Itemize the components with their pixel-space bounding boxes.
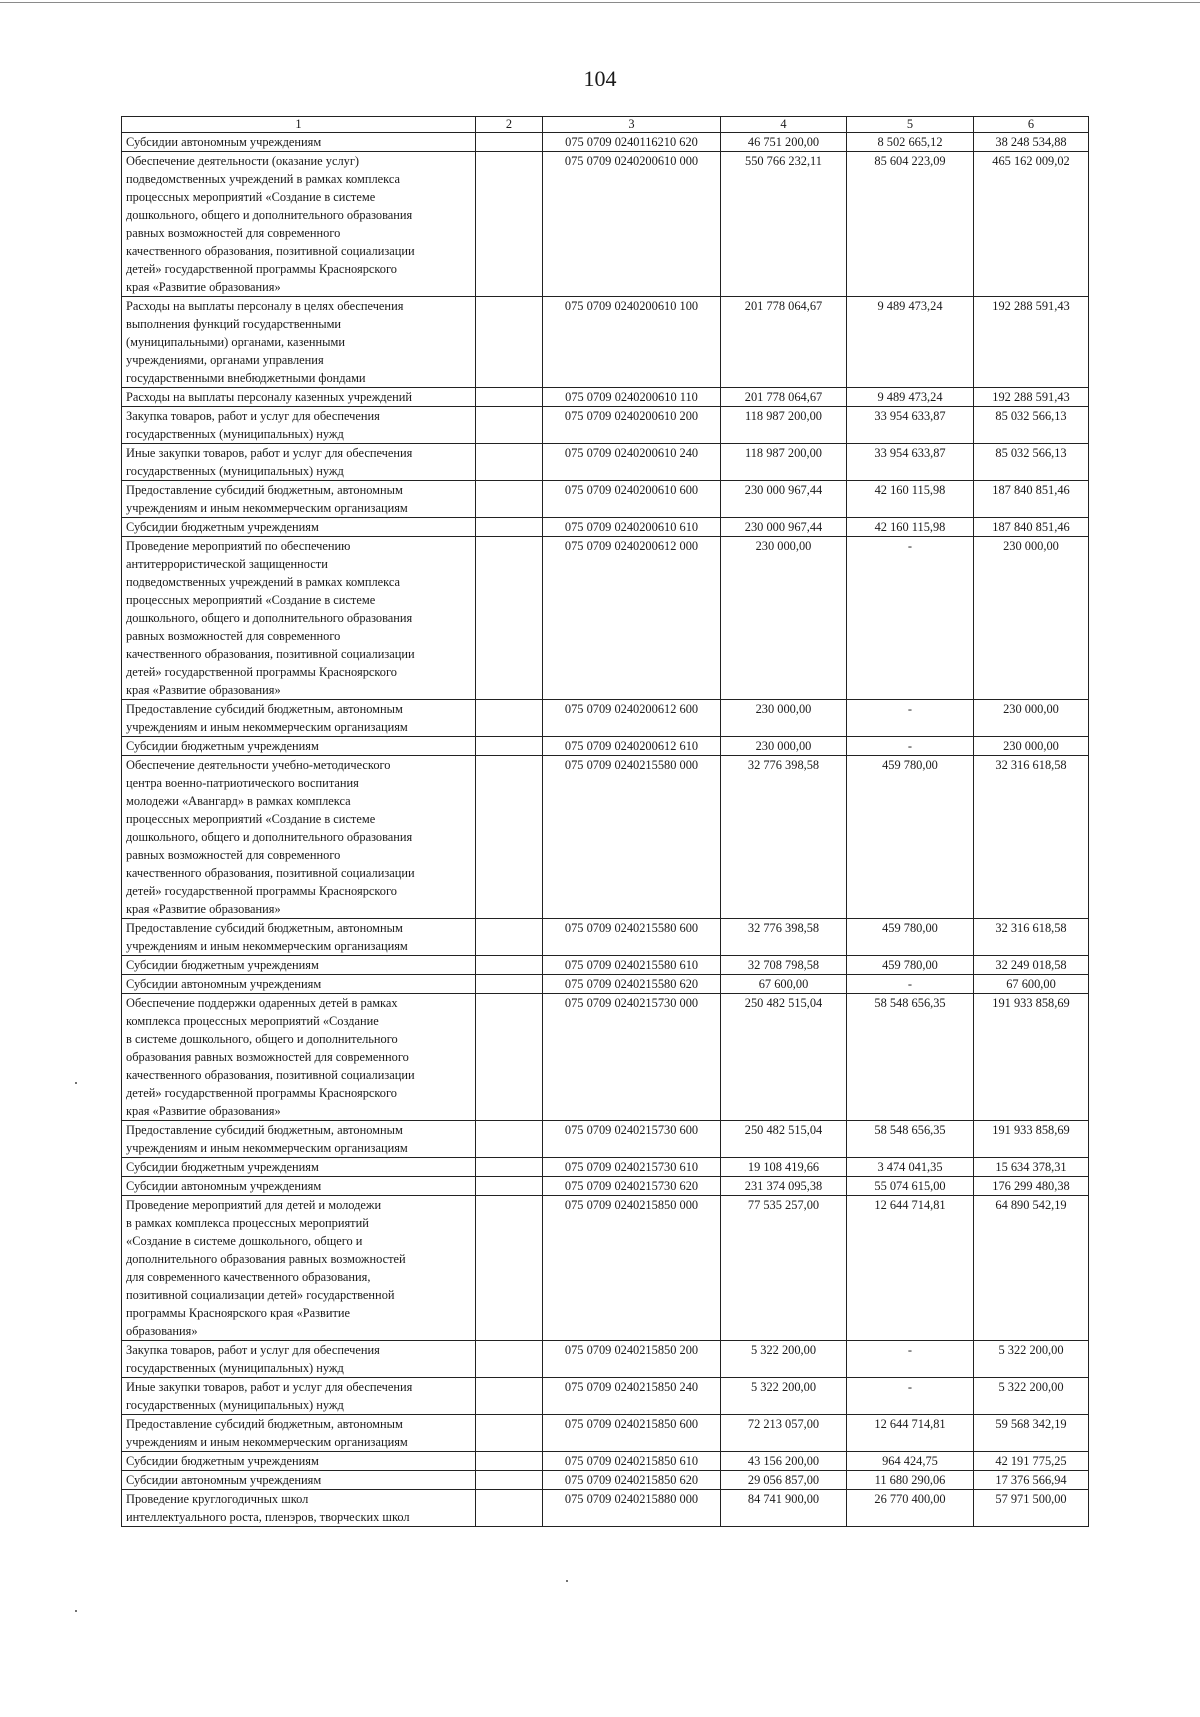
column-header: 5	[847, 117, 974, 133]
row-col2-cell	[476, 388, 543, 407]
row-code-cell: 075 0709 0240215580 600	[543, 919, 721, 956]
table-row	[122, 1378, 1089, 1415]
row-value-col5: 33 954 633,87	[847, 407, 974, 444]
row-value-col4: 230 000,00	[721, 537, 847, 700]
row-name-cell: Иные закупки товаров, работ и услуг для обеспечения государственных (муниципальных) нужд	[122, 444, 476, 481]
row-code-cell: 075 0709 0240215730 600	[543, 1121, 721, 1158]
row-value-col6: 15 634 378,31	[974, 1158, 1089, 1177]
row-col2-cell	[476, 1490, 543, 1527]
row-value-col6: 187 840 851,46	[974, 518, 1089, 537]
row-value-col6: 32 316 618,58	[974, 919, 1089, 956]
row-col2-cell	[476, 700, 543, 737]
table-row	[122, 481, 1089, 518]
row-value-col6: 85 032 566,13	[974, 444, 1089, 481]
row-col2-cell	[476, 297, 543, 388]
row-value-col5: 42 160 115,98	[847, 481, 974, 518]
row-value-col4: 19 108 419,66	[721, 1158, 847, 1177]
table-header-row	[122, 117, 1089, 133]
row-code-cell: 075 0709 0240215880 000	[543, 1490, 721, 1527]
row-name-cell: Субсидии автономным учреждениям	[122, 1471, 476, 1490]
row-name-cell: Проведение мероприятий по обеспечению антитеррористической защищенности подведомственных учреждений в рамках комплекса процессных мероприятий «Создание в системе дошкольного, общего и дополнительного образования равных возможностей для современного качественного образования, позитивной социализации детей» государственной программы Красноярского края «Развитие образования»	[122, 537, 476, 700]
row-col2-cell	[476, 152, 543, 297]
row-value-col4: 550 766 232,11	[721, 152, 847, 297]
row-value-col5: 11 680 290,06	[847, 1471, 974, 1490]
row-col2-cell	[476, 407, 543, 444]
row-code-cell: 075 0709 0240215850 200	[543, 1341, 721, 1378]
row-code-cell: 075 0709 0240215850 610	[543, 1452, 721, 1471]
row-code-cell: 075 0709 0240215580 620	[543, 975, 721, 994]
table-row	[122, 152, 1089, 297]
table-row	[122, 1121, 1089, 1158]
row-value-col4: 230 000 967,44	[721, 518, 847, 537]
table-row	[122, 1471, 1089, 1490]
row-col2-cell	[476, 756, 543, 919]
row-value-col6: 38 248 534,88	[974, 133, 1089, 152]
row-value-col6: 32 249 018,58	[974, 956, 1089, 975]
row-value-col5: -	[847, 700, 974, 737]
table-row	[122, 956, 1089, 975]
row-col2-cell	[476, 1121, 543, 1158]
row-col2-cell	[476, 537, 543, 700]
row-name-cell: Субсидии автономным учреждениям	[122, 1177, 476, 1196]
row-value-col5: -	[847, 537, 974, 700]
row-code-cell: 075 0709 0240215730 000	[543, 994, 721, 1121]
row-name-cell: Обеспечение деятельности (оказание услуг) подведомственных учреждений в рамках комплекса процессных мероприятий «Создание в системе дошкольного, общего и дополнительного образования равных возможностей для современного качественного образования, позитивной социализации детей» государственной программы Красноярского края «Развитие образования»	[122, 152, 476, 297]
row-value-col5: -	[847, 737, 974, 756]
row-code-cell: 075 0709 0240215730 620	[543, 1177, 721, 1196]
table-row	[122, 919, 1089, 956]
row-value-col4: 77 535 257,00	[721, 1196, 847, 1341]
row-code-cell: 075 0709 0240215580 610	[543, 956, 721, 975]
scan-speck	[566, 1580, 568, 1582]
table-row	[122, 444, 1089, 481]
table-row	[122, 1341, 1089, 1378]
row-value-col6: 230 000,00	[974, 737, 1089, 756]
row-col2-cell	[476, 444, 543, 481]
row-value-col4: 84 741 900,00	[721, 1490, 847, 1527]
row-value-col6: 67 600,00	[974, 975, 1089, 994]
table-row	[122, 388, 1089, 407]
row-name-cell: Предоставление субсидий бюджетным, автономным учреждениям и иным некоммерческим организациям	[122, 1415, 476, 1452]
row-code-cell: 075 0709 0240215850 600	[543, 1415, 721, 1452]
row-value-col5: 459 780,00	[847, 756, 974, 919]
row-code-cell: 075 0709 0240200610 100	[543, 297, 721, 388]
row-name-cell: Расходы на выплаты персоналу в целях обеспечения выполнения функций государственными (муниципальными) органами, казенными учреждениями, органами управления государственными внебюджетными фондами	[122, 297, 476, 388]
row-col2-cell	[476, 994, 543, 1121]
row-value-col6: 32 316 618,58	[974, 756, 1089, 919]
row-col2-cell	[476, 1158, 543, 1177]
row-value-col5: 9 489 473,24	[847, 297, 974, 388]
row-value-col6: 230 000,00	[974, 537, 1089, 700]
row-col2-cell	[476, 1452, 543, 1471]
row-code-cell: 075 0709 0240116210 620	[543, 133, 721, 152]
table-row	[122, 1177, 1089, 1196]
row-value-col5: 12 644 714,81	[847, 1196, 974, 1341]
row-value-col5: -	[847, 975, 974, 994]
row-value-col6: 176 299 480,38	[974, 1177, 1089, 1196]
row-value-col5: 55 074 615,00	[847, 1177, 974, 1196]
table-row	[122, 700, 1089, 737]
row-name-cell: Расходы на выплаты персоналу казенных учреждений	[122, 388, 476, 407]
column-header: 3	[543, 117, 721, 133]
row-value-col4: 118 987 200,00	[721, 407, 847, 444]
row-value-col6: 5 322 200,00	[974, 1378, 1089, 1415]
row-value-col4: 250 482 515,04	[721, 1121, 847, 1158]
row-value-col5: 58 548 656,35	[847, 1121, 974, 1158]
row-value-col4: 250 482 515,04	[721, 994, 847, 1121]
row-code-cell: 075 0709 0240200610 000	[543, 152, 721, 297]
row-name-cell: Иные закупки товаров, работ и услуг для обеспечения государственных (муниципальных) нужд	[122, 1378, 476, 1415]
row-name-cell: Обеспечение поддержки одаренных детей в рамках комплекса процессных мероприятий «Создание в системе дошкольного, общего и дополнительного образования равных возможностей для современного качественного образования, позитивной социализации детей» государственной программы Красноярского края «Развитие образования»	[122, 994, 476, 1121]
row-value-col5: 9 489 473,24	[847, 388, 974, 407]
row-value-col5: 33 954 633,87	[847, 444, 974, 481]
row-code-cell: 075 0709 0240215850 240	[543, 1378, 721, 1415]
row-value-col6: 64 890 542,19	[974, 1196, 1089, 1341]
row-value-col4: 46 751 200,00	[721, 133, 847, 152]
row-value-col4: 201 778 064,67	[721, 388, 847, 407]
row-name-cell: Предоставление субсидий бюджетным, автономным учреждениям и иным некоммерческим организациям	[122, 1121, 476, 1158]
column-header: 6	[974, 117, 1089, 133]
page-number: 104	[583, 66, 617, 91]
row-code-cell: 075 0709 0240200612 610	[543, 737, 721, 756]
row-name-cell: Обеспечение деятельности учебно-методического центра военно-патриотического воспитания молодежи «Авангард» в рамках комплекса процессных мероприятий «Создание в системе дошкольного, общего и дополнительного образования равных возможностей для современного качественного образования, позитивной социализации детей» государственной программы Красноярского края «Развитие образования»	[122, 756, 476, 919]
row-code-cell: 075 0709 0240200610 200	[543, 407, 721, 444]
row-code-cell: 075 0709 0240215580 000	[543, 756, 721, 919]
row-name-cell: Субсидии бюджетным учреждениям	[122, 737, 476, 756]
row-value-col6: 85 032 566,13	[974, 407, 1089, 444]
row-value-col4: 67 600,00	[721, 975, 847, 994]
row-value-col4: 32 776 398,58	[721, 919, 847, 956]
row-name-cell: Субсидии бюджетным учреждениям	[122, 518, 476, 537]
column-header: 1	[122, 117, 476, 133]
row-col2-cell	[476, 956, 543, 975]
column-header: 4	[721, 117, 847, 133]
row-value-col6: 57 971 500,00	[974, 1490, 1089, 1527]
row-name-cell: Субсидии автономным учреждениям	[122, 133, 476, 152]
table-row	[122, 297, 1089, 388]
row-col2-cell	[476, 919, 543, 956]
row-name-cell: Проведение круглогодичных школ интеллектуального роста, пленэров, творческих школ	[122, 1490, 476, 1527]
row-value-col5: -	[847, 1341, 974, 1378]
row-value-col5: 459 780,00	[847, 919, 974, 956]
page-top-rule	[0, 2, 1200, 3]
row-value-col4: 5 322 200,00	[721, 1341, 847, 1378]
row-col2-cell	[476, 975, 543, 994]
row-value-col6: 191 933 858,69	[974, 1121, 1089, 1158]
table-row	[122, 133, 1089, 152]
row-code-cell: 075 0709 0240200610 240	[543, 444, 721, 481]
row-name-cell: Закупка товаров, работ и услуг для обеспечения государственных (муниципальных) нужд	[122, 1341, 476, 1378]
row-col2-cell	[476, 1196, 543, 1341]
table-row	[122, 518, 1089, 537]
row-value-col4: 32 776 398,58	[721, 756, 847, 919]
row-value-col5: 3 474 041,35	[847, 1158, 974, 1177]
row-name-cell: Субсидии бюджетным учреждениям	[122, 956, 476, 975]
table-row	[122, 537, 1089, 700]
row-value-col6: 17 376 566,94	[974, 1471, 1089, 1490]
row-value-col5: 964 424,75	[847, 1452, 974, 1471]
row-name-cell: Закупка товаров, работ и услуг для обеспечения государственных (муниципальных) нужд	[122, 407, 476, 444]
row-col2-cell	[476, 1341, 543, 1378]
row-col2-cell	[476, 1471, 543, 1490]
row-code-cell: 075 0709 0240200610 110	[543, 388, 721, 407]
row-value-col5: 58 548 656,35	[847, 994, 974, 1121]
row-value-col4: 230 000 967,44	[721, 481, 847, 518]
table-row	[122, 1158, 1089, 1177]
row-value-col6: 42 191 775,25	[974, 1452, 1089, 1471]
row-code-cell: 075 0709 0240215850 620	[543, 1471, 721, 1490]
row-value-col6: 192 288 591,43	[974, 388, 1089, 407]
scan-speck	[75, 1082, 77, 1084]
row-value-col6: 187 840 851,46	[974, 481, 1089, 518]
row-name-cell: Предоставление субсидий бюджетным, автономным учреждениям и иным некоммерческим организациям	[122, 919, 476, 956]
row-name-cell: Предоставление субсидий бюджетным, автономным учреждениям и иным некоммерческим организациям	[122, 481, 476, 518]
row-col2-cell	[476, 1415, 543, 1452]
row-code-cell: 075 0709 0240200612 000	[543, 537, 721, 700]
row-value-col4: 32 708 798,58	[721, 956, 847, 975]
budget-table	[121, 116, 1089, 1527]
row-value-col6: 59 568 342,19	[974, 1415, 1089, 1452]
row-value-col6: 230 000,00	[974, 700, 1089, 737]
table-row	[122, 737, 1089, 756]
row-value-col4: 72 213 057,00	[721, 1415, 847, 1452]
table-row	[122, 1452, 1089, 1471]
row-col2-cell	[476, 481, 543, 518]
row-value-col4: 5 322 200,00	[721, 1378, 847, 1415]
column-header: 2	[476, 117, 543, 133]
row-value-col5: 12 644 714,81	[847, 1415, 974, 1452]
row-name-cell: Субсидии автономным учреждениям	[122, 975, 476, 994]
row-col2-cell	[476, 1177, 543, 1196]
table-row	[122, 1490, 1089, 1527]
row-value-col4: 118 987 200,00	[721, 444, 847, 481]
row-code-cell: 075 0709 0240215850 000	[543, 1196, 721, 1341]
row-value-col4: 29 056 857,00	[721, 1471, 847, 1490]
table-row	[122, 1196, 1089, 1341]
table-row	[122, 756, 1089, 919]
row-value-col5: 459 780,00	[847, 956, 974, 975]
row-name-cell: Субсидии бюджетным учреждениям	[122, 1452, 476, 1471]
row-value-col5: 26 770 400,00	[847, 1490, 974, 1527]
row-value-col5: -	[847, 1378, 974, 1415]
row-code-cell: 075 0709 0240200612 600	[543, 700, 721, 737]
row-value-col6: 5 322 200,00	[974, 1341, 1089, 1378]
row-col2-cell	[476, 133, 543, 152]
row-code-cell: 075 0709 0240200610 610	[543, 518, 721, 537]
row-value-col6: 192 288 591,43	[974, 297, 1089, 388]
table-row	[122, 975, 1089, 994]
row-name-cell: Проведение мероприятий для детей и молодежи в рамках комплекса процессных мероприятий «Создание в системе дошкольного, общего и дополнительного образования равных возможностей для современного качественного образования, позитивной социализации детей» государственной программы Красноярского края «Развитие образования»	[122, 1196, 476, 1341]
table-row	[122, 1415, 1089, 1452]
row-code-cell: 075 0709 0240215730 610	[543, 1158, 721, 1177]
scan-speck	[75, 1610, 77, 1612]
row-value-col4: 43 156 200,00	[721, 1452, 847, 1471]
row-value-col4: 201 778 064,67	[721, 297, 847, 388]
row-col2-cell	[476, 1378, 543, 1415]
row-value-col5: 8 502 665,12	[847, 133, 974, 152]
row-name-cell: Субсидии бюджетным учреждениям	[122, 1158, 476, 1177]
row-value-col6: 191 933 858,69	[974, 994, 1089, 1121]
table-row	[122, 994, 1089, 1121]
row-value-col4: 230 000,00	[721, 737, 847, 756]
row-col2-cell	[476, 737, 543, 756]
row-value-col5: 42 160 115,98	[847, 518, 974, 537]
table-row	[122, 407, 1089, 444]
row-col2-cell	[476, 518, 543, 537]
row-value-col6: 465 162 009,02	[974, 152, 1089, 297]
row-value-col5: 85 604 223,09	[847, 152, 974, 297]
row-name-cell: Предоставление субсидий бюджетным, автономным учреждениям и иным некоммерческим организациям	[122, 700, 476, 737]
row-code-cell: 075 0709 0240200610 600	[543, 481, 721, 518]
row-value-col4: 231 374 095,38	[721, 1177, 847, 1196]
row-value-col4: 230 000,00	[721, 700, 847, 737]
